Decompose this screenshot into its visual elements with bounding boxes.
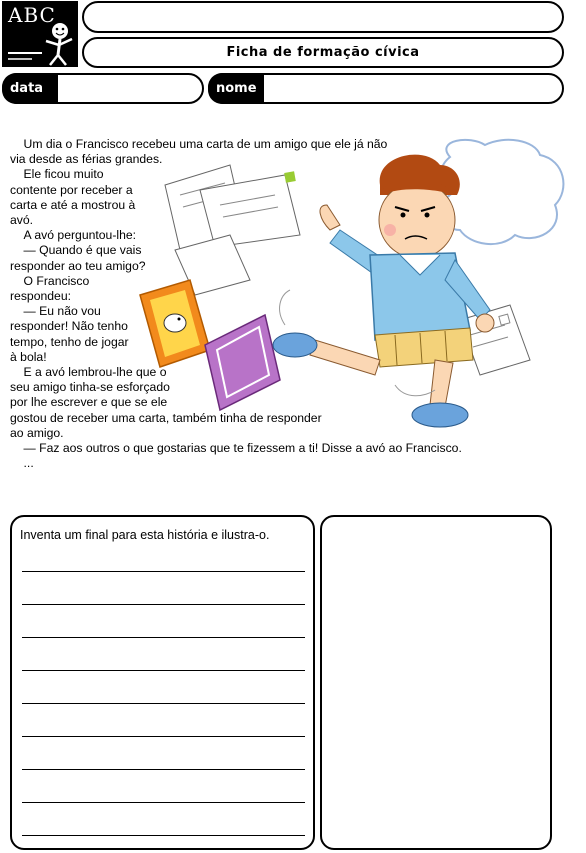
logo-text: ABC [8,3,56,27]
writing-line[interactable] [22,703,305,704]
writing-box[interactable] [10,515,315,850]
story-line: responder! Não tenho [10,319,128,334]
story-line: — Eu não vou [10,304,101,319]
story-line: A avó perguntou-lhe: [10,228,137,243]
story-line: tempo, tenho de jogar [10,334,129,349]
story-line: ... [10,456,34,471]
date-field[interactable] [2,73,204,104]
story-line: responder ao teu amigo? [10,258,146,273]
story-line: carta e até a mostrou à [10,197,136,212]
story-line: O Francisco [10,273,90,288]
story-line: Um dia o Francisco recebeu uma carta de um amigo que ele já não [10,137,388,151]
header-blank-field[interactable] [82,1,564,33]
writing-line[interactable] [22,769,305,770]
story-line: seu amigo tinha-se esforçado [10,380,170,395]
abc-logo [2,1,78,67]
sheet-title: Ficha de formação cívica [226,45,420,60]
activity-prompt: Inventa um final para esta história e ilustra-o. [20,528,270,542]
stick-figure-icon [2,1,78,67]
writing-line[interactable] [22,670,305,671]
sheet-title-box [82,37,564,68]
story-line: — Quando é que vais [10,243,142,258]
story-line: avó. [10,213,34,228]
writing-line[interactable] [22,835,305,836]
story-text [10,137,510,471]
name-field[interactable] [208,73,564,104]
story-line: Ele ficou muito [10,167,104,182]
illustration-box[interactable] [320,515,552,850]
writing-line[interactable] [22,571,305,572]
story-line: via desde as férias grandes. [10,152,163,167]
writing-line[interactable] [22,604,305,605]
story-line: gostou de receber uma carta, também tinha de responder [10,410,322,425]
story-line: à bola! [10,349,47,364]
writing-line[interactable] [22,802,305,803]
story-line: — Faz aos outros o que gostarias que te fizessem a ti! Disse a avó ao Francisco. [10,441,462,456]
writing-line[interactable] [22,736,305,737]
date-label: data [2,73,58,104]
story-line: ao amigo. [10,425,64,440]
story-line: contente por receber a [10,182,133,197]
story-line: por lhe escrever e que se ele [10,395,168,410]
writing-line[interactable] [22,637,305,638]
name-label: nome [208,73,264,104]
story-line: E a avó lembrou-lhe que o [10,365,167,380]
story-line: respondeu: [10,289,71,304]
